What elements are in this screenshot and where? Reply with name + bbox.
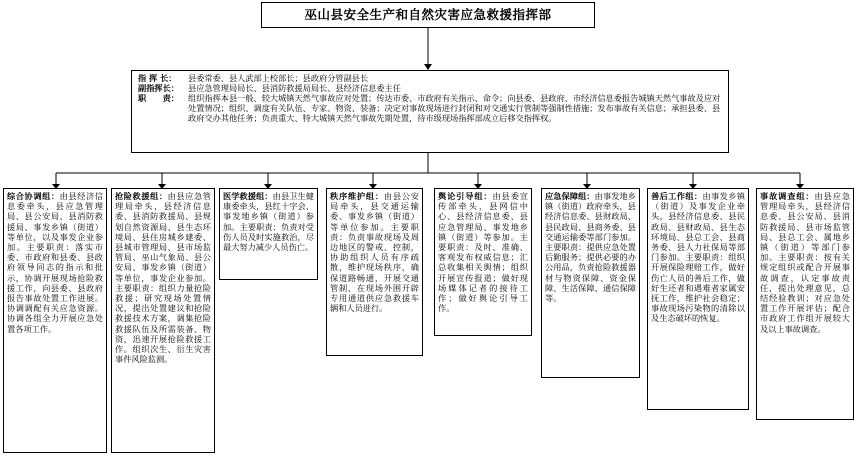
group-body: 由县应急管理局牵头，县经济信息委、县公安局、县消防救援局、县市场监管局、县总工会、属地乡镇（街道）等部门参加。主要职责：按有关规定组织或配合开展事故调查，认定事故责任，提出处理意见，总结经验教训；对应急处置工作开展评估；配合市政府工作组开展较大及以上事故调查。: [760, 191, 850, 334]
group-body: 由县卫生健康委牵头，县红十字会、事发地乡镇（街道）参加。主要职责：负责对受伤人员及时实施救治，尽最大努力减少人员伤亡。: [223, 191, 314, 253]
group-box-comprehensive-coordination: [3, 188, 107, 453]
group-body: 由县应急管理局牵头，县经济信息委、县消防救援局、县规划自然资源局、县生态环境局、县住房城乡建委、县城市管理局、县市场监管局、巫山气象局、县公安局、事发乡镇（街道）等单位，事发企业参加。主要职责：组织力量抢险救援；研究现场处置情况，提出处置建议和抢险救援技术方案，调集抢险救援队伍及所需装备、物资，迅速开展抢险救援工作。组织次生、衍生灾害事件风险监测。: [115, 191, 211, 365]
group-box-emergency-support: [541, 188, 640, 378]
deputy-text: 县应急管理局局长、县消防救援局局长、县经济信息委主任: [188, 83, 401, 93]
group-box-medical-rescue: [219, 188, 318, 280]
commander-label: 指 挥 长：: [138, 73, 177, 83]
group-box-investigation: [756, 188, 854, 420]
duty-label: 职 责：: [138, 93, 179, 103]
deputy-row: [138, 83, 722, 93]
group-body: 由县公安局牵头，县交通运输委、事发乡镇（街道）等单位参加。主要职责：负责事故现场及周边地区的警戒、控制，协助组织人员有序疏散，维护现场秩序，确保道路畅通，开展交通管制，在现场外围开辟专用通道供应急救援车辆和人员进行。: [330, 191, 419, 314]
group-title: 善后工作组：: [651, 191, 703, 201]
group-box-aftermath: [647, 188, 749, 410]
headquarters-title: 巫山县安全生产和自然灾害应急救援指挥部: [304, 7, 552, 22]
group-body: 由事发乡镇（街道）及事发企业牵头，县经济信息委、县民政局、县财政局、县生态环境局、县总工会、县商务委、县人力社保局等部门参加。主要职责：组织开展保险理赔工作，做好伤亡人员的善后工作，做好生还者和遇难者家属安抚工作，维护社会稳定；事故现场污染物的清除以及生态破坏的恢复。: [651, 191, 745, 324]
group-title: 医学救援组：: [223, 191, 273, 201]
group-box-public-opinion: [434, 188, 532, 336]
group-title: 抢险救援组：: [115, 191, 168, 201]
group-body: 由县委宣传部牵头，县网信中心、县经济信息委、县应急管理局、事发地乡镇（街道）等参加。主要职责：及时、准确、客观发布权威信息；汇总收集相关舆情；组织开展宣传报道；做好现场媒体记者的接待工作；做好舆论引导工作。: [438, 191, 528, 314]
deputy-label: 副指挥长：: [138, 83, 179, 93]
commander-text: 县委常委、县人武部上校部长；县政府分管副县长: [188, 73, 369, 83]
commander-row: [138, 73, 722, 83]
headquarters-title-box: [261, 2, 595, 28]
group-title: 舆论引导组：: [438, 191, 493, 201]
duty-row: [138, 93, 722, 123]
group-title: 综合协调组：: [7, 191, 60, 201]
command-box: [131, 70, 729, 153]
group-box-rescue: [111, 188, 215, 453]
group-title: 应急保障组：: [545, 191, 595, 201]
group-body: 由县经济信息委牵头，县应急管理局、县公安局、县消防救援局、事发乡镇（街道）等单位，以及事发企业参加。主要职责：落实市委、市政府和县委、县政府领导同志的指示和批示，协调开展现场抢险救援工作，向县委、县政府报告事故处置工作进展。协调调配有关应急资源。协调各组全力开展应急处置各项工作。: [7, 191, 103, 334]
group-box-order-maintenance: [326, 188, 423, 356]
duty-text: 组织指挥本县一般、较大城镇天然气事故应对处置；传达市委、市政府有关指示、命令；向县委、县政府、市经济信息委报告城镇天然气事故及应对处置情况；组织、调度有关队伍、专家、物资、装备；决定对事故现场进行封闭和对交通实行管制等强制性措施；发布事故有关信息；承担县委、县政府交办其他任务；负责重大、特大城镇天然气事故先期处置，待市级现场指挥部成立后移交指挥权。: [188, 93, 721, 123]
group-title: 事故调查组：: [760, 191, 815, 201]
group-body: 由事发地乡镇（街道）政府牵头，县经济信息委、县财政局、县民政局、县商务委、县交通运输委等部门参加。主要职责：提供应急处置后勤服务；提供必要的办公用品，负责抢险救援器材与物资保障、资金保障、生活保障、通信保障等。: [545, 191, 636, 304]
group-title: 秩序维护组：: [330, 191, 384, 201]
